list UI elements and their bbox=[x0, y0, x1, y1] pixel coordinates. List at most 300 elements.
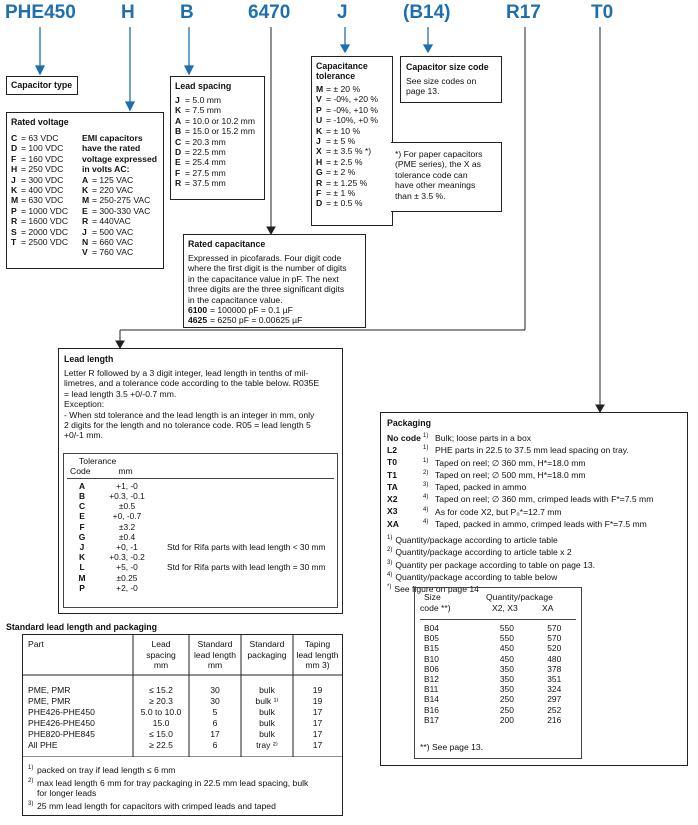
tolerance-value: = ± 2.5 % bbox=[326, 156, 363, 167]
voltage-ac-code: K bbox=[82, 185, 89, 196]
voltage-dc-value: = 100 VDC bbox=[21, 143, 64, 154]
packaging-desc: Taped, packed in ammo, crimped leads with F*=7.5 mm bbox=[435, 518, 647, 529]
qty-row bbox=[420, 694, 576, 704]
lead-spacing-row bbox=[175, 137, 260, 147]
tolerance-value: = ± 2 % bbox=[326, 167, 356, 178]
std-cell-sp: 15.0 bbox=[152, 718, 170, 728]
lead-spacing-title: Lead spacing bbox=[175, 81, 232, 91]
lead-spacing-code: E bbox=[175, 157, 181, 168]
packaging-note-mark: *) bbox=[387, 584, 392, 591]
voltage-dc-code: M bbox=[11, 195, 19, 206]
qty-x2: 450 bbox=[499, 643, 514, 654]
packaging-box bbox=[380, 412, 688, 766]
size-code-title: Capacitor size code bbox=[406, 62, 489, 72]
packaging-code: X2 bbox=[387, 494, 398, 505]
qty-row bbox=[420, 674, 576, 684]
packaging-code-cell bbox=[387, 468, 435, 480]
rated-capacitance-line: Expressed in picofarads. Four digit code bbox=[188, 253, 342, 263]
qty-x2: 250 bbox=[499, 704, 514, 715]
std-cell-part: PHE426-PHE450 bbox=[28, 707, 95, 717]
std-header-line: lead length bbox=[193, 649, 237, 660]
tolerance-code: J bbox=[79, 542, 85, 553]
voltage-dc-row bbox=[11, 164, 68, 174]
tolerance-note: Std for Rifa parts with lead length < 30 mm bbox=[167, 542, 326, 553]
lead-length-line: limetres, and a tolerance code according to the table below. R035E bbox=[64, 378, 320, 389]
tolerance-note bbox=[157, 522, 326, 532]
voltage-ac-row bbox=[82, 195, 157, 205]
tolerance-row bbox=[316, 94, 388, 104]
code-voltage: H bbox=[121, 2, 135, 23]
tolerance-header-1: Tolerance bbox=[79, 456, 117, 466]
tolerance-row bbox=[316, 146, 388, 156]
packaging-code-cell bbox=[387, 480, 435, 492]
voltage-dc-code: C bbox=[11, 133, 18, 143]
lead-spacing-row bbox=[175, 95, 260, 105]
packaging-desc: Taped on reel; ∅ 500 mm, H*=18.0 mm bbox=[435, 469, 586, 480]
lead-spacing-row bbox=[175, 178, 260, 188]
tolerance-mm: ±3.2 bbox=[118, 521, 136, 532]
packaging-desc: PHE parts in 22.5 to 37.5 mm lead spacing on tray. bbox=[435, 445, 629, 456]
tolerance-mm: +0, -0.7 bbox=[112, 511, 142, 522]
packaging-note-text: Quantity per package according to table on page 13. bbox=[395, 559, 596, 570]
packaging-row bbox=[387, 492, 681, 504]
lead-length-line: - When std tolerance and the lead length is an integer in mm, only bbox=[64, 409, 315, 420]
std-note-mark: 1) bbox=[28, 765, 34, 771]
std-note bbox=[28, 799, 308, 812]
tolerance-value: = ± 1 % bbox=[326, 188, 356, 199]
voltage-dc-code: K bbox=[11, 185, 18, 196]
rated-capacitance-line: in the capacitance value. bbox=[188, 294, 283, 305]
tolerance-code: U bbox=[316, 115, 323, 126]
packaging-note-mark: 1) bbox=[387, 535, 393, 542]
tolerance-note bbox=[157, 511, 326, 521]
paper-note-line: than ± 3.5 %. bbox=[395, 190, 446, 201]
voltage-ac-code: A bbox=[82, 174, 89, 185]
qty-xa: 216 bbox=[547, 714, 562, 725]
qty-xa: 480 bbox=[547, 653, 562, 664]
tolerance-code: P bbox=[79, 582, 85, 593]
tolerance-code: F bbox=[79, 521, 85, 532]
tolerance-value: = ± 10 % bbox=[326, 125, 361, 136]
lead-spacing-value: = 22.5 mm bbox=[185, 147, 226, 158]
qty-row bbox=[420, 705, 576, 715]
qty-row bbox=[420, 643, 576, 653]
std-note bbox=[28, 776, 308, 789]
code-packaging: T0 bbox=[591, 2, 614, 23]
qty-size: B16 bbox=[424, 704, 439, 715]
cap-tolerance-title-1: Capacitance bbox=[316, 61, 368, 71]
rated-voltage-box bbox=[6, 112, 164, 269]
packaging-row bbox=[387, 431, 681, 443]
std-header-line: Standard bbox=[249, 639, 285, 649]
packaging-note-text: Quantity/package according to article table x 2 bbox=[395, 547, 572, 558]
voltage-dc-value: = 160 VDC bbox=[21, 153, 64, 164]
packaging-code: TA bbox=[387, 481, 398, 492]
std-note bbox=[28, 763, 308, 776]
qty-x2: 350 bbox=[499, 684, 514, 695]
voltage-ac-value: = 125 VAC bbox=[92, 174, 134, 185]
lead-length-line: = lead length 3.5 +0/-0.7 mm. bbox=[64, 388, 177, 399]
tolerance-row bbox=[67, 491, 326, 501]
std-cell-part: PME, PMR bbox=[28, 685, 71, 695]
tolerance-value: = ± 0.5 % bbox=[326, 198, 363, 209]
std-cell-tp: 17 bbox=[312, 740, 323, 750]
cap-tolerance-title-2: tolerance bbox=[316, 71, 356, 81]
voltage-dc-value: = 250 VDC bbox=[21, 164, 64, 175]
packaging-note bbox=[387, 570, 681, 582]
voltage-ac-row bbox=[82, 185, 157, 195]
packaging-footnote-mark: 3) bbox=[423, 482, 429, 489]
packaging-note bbox=[387, 558, 681, 570]
std-cell-pk: bulk bbox=[259, 729, 275, 739]
tolerance-mm: +1, -0 bbox=[116, 480, 138, 491]
tolerance-row bbox=[316, 198, 388, 208]
std-header-line: mm 3) bbox=[305, 660, 330, 671]
lead-spacing-value: = 7.5 mm bbox=[185, 105, 222, 116]
paper-note-box bbox=[391, 142, 502, 212]
packaging-row bbox=[387, 468, 681, 480]
tolerance-mm: ±0.5 bbox=[118, 501, 136, 512]
tolerance-note bbox=[157, 552, 326, 562]
voltage-dc-code: D bbox=[11, 143, 18, 154]
std-cell-tp: 17 bbox=[312, 707, 323, 717]
std-cell-sp: ≤ 15.2 bbox=[149, 685, 173, 695]
tolerance-row bbox=[316, 115, 388, 125]
packaging-note-mark: 3) bbox=[387, 559, 393, 566]
std-cell-sp: ≥ 22.5 bbox=[149, 740, 173, 750]
packaging-note-text: See figure on page 14 bbox=[394, 584, 479, 595]
std-header-cell bbox=[23, 639, 133, 650]
voltage-ac-code: J bbox=[82, 226, 87, 237]
tolerance-value: = ± 3.5 % *) bbox=[326, 146, 372, 157]
packaging-code: T0 bbox=[387, 457, 398, 468]
qty-size: B04 bbox=[424, 623, 439, 634]
tolerance-note bbox=[157, 501, 326, 511]
qty-xa: 324 bbox=[547, 684, 562, 695]
voltage-ac-value: = 220 VAC bbox=[92, 185, 134, 196]
tolerance-code: A bbox=[78, 480, 86, 491]
voltage-ac-row bbox=[82, 247, 157, 257]
tolerance-mm: +2, -0 bbox=[116, 582, 138, 593]
capacitance-example-value: = 6250 pF = 0.00625 µF bbox=[210, 315, 303, 326]
lead-spacing-code: D bbox=[175, 147, 182, 158]
packaging-footnote-mark: 1) bbox=[423, 457, 429, 464]
packaging-footnote-mark: 4) bbox=[423, 518, 429, 525]
std-header-line: lead length bbox=[296, 649, 339, 660]
cap-tolerance-box bbox=[311, 56, 393, 226]
packaging-note bbox=[387, 545, 681, 557]
rated-capacitance-line: where the first digit is the number of digits bbox=[188, 263, 347, 274]
tolerance-code: M bbox=[78, 572, 86, 583]
qty-size: B06 bbox=[424, 663, 439, 674]
std-cell-part: All PHE bbox=[28, 740, 58, 750]
std-cell-pk: tray ²⁾ bbox=[256, 740, 278, 750]
packaging-code-cell bbox=[387, 492, 435, 504]
tolerance-code: D bbox=[316, 198, 323, 209]
lead-length-line: Letter R followed by a 3 digit integer, lead length in tenths of mil- bbox=[64, 368, 309, 378]
qty-head-code: code **) bbox=[420, 603, 451, 613]
qty-row bbox=[420, 633, 576, 643]
packaging-note-mark: 2) bbox=[387, 547, 393, 554]
tolerance-row bbox=[67, 542, 326, 552]
std-cell-ll: 30 bbox=[210, 696, 220, 706]
packaging-code: No code bbox=[387, 432, 421, 443]
voltage-dc-row bbox=[11, 133, 68, 143]
qty-x2: 350 bbox=[499, 663, 514, 674]
std-cell-tp: 17 bbox=[312, 718, 323, 728]
voltage-ac-value: = 250-275 VAC bbox=[92, 195, 151, 206]
qty-row bbox=[420, 623, 576, 633]
packaging-note-text: Quantity/package according to article table bbox=[395, 534, 558, 545]
lead-spacing-code: R bbox=[175, 178, 182, 189]
tolerance-code: M bbox=[316, 84, 324, 94]
qty-size: B11 bbox=[424, 684, 439, 695]
emi-note-line: have the rated bbox=[82, 143, 141, 154]
tolerance-code: G bbox=[78, 531, 86, 542]
rated-capacitance-title: Rated capacitance bbox=[188, 239, 266, 249]
lead-spacing-box bbox=[170, 76, 265, 200]
packaging-code: XA bbox=[387, 518, 399, 529]
tolerance-code: K bbox=[78, 552, 86, 563]
lead-spacing-code: A bbox=[175, 115, 182, 126]
code-series: PHE450 bbox=[5, 2, 76, 23]
rated-voltage-title: Rated voltage bbox=[11, 117, 69, 127]
paper-note-line: *) For paper capacitors bbox=[395, 149, 483, 159]
qty-size: B12 bbox=[424, 674, 439, 685]
voltage-ac-code: V bbox=[82, 247, 88, 258]
voltage-dc-value: = 2000 VDC bbox=[21, 226, 69, 237]
qty-size: B17 bbox=[424, 714, 439, 725]
packaging-code: L2 bbox=[387, 445, 398, 456]
lead-length-box bbox=[58, 348, 343, 614]
std-header-cell bbox=[293, 639, 342, 671]
qty-row bbox=[420, 715, 576, 725]
std-cell-tp: 19 bbox=[312, 696, 323, 706]
voltage-dc-code: T bbox=[11, 237, 17, 248]
tolerance-note bbox=[157, 532, 326, 542]
emi-note-line: EMI capacitors bbox=[82, 133, 143, 143]
rated-capacitance-box bbox=[183, 234, 366, 328]
std-cell-sp: ≥ 20.3 bbox=[149, 696, 173, 706]
tolerance-row bbox=[67, 583, 326, 593]
qty-xa: 520 bbox=[547, 643, 562, 654]
size-code-text-2: page 13. bbox=[406, 86, 440, 97]
tolerance-value: = -10%, +0 % bbox=[326, 115, 379, 126]
packaging-desc: Taped on reel; ∅ 360 mm, H*=18.0 mm bbox=[435, 457, 586, 468]
tolerance-row bbox=[67, 522, 326, 532]
std-note bbox=[28, 788, 308, 799]
tolerance-value: = ± 1.25 % bbox=[326, 177, 368, 188]
std-cell-tp: 17 bbox=[312, 729, 323, 739]
tolerance-row bbox=[316, 157, 388, 167]
tolerance-mm: +5, -0 bbox=[116, 562, 138, 573]
std-note-text: max lead length 6 mm for tray packaging in 22.5 mm lead spacing, bulk bbox=[37, 777, 309, 788]
lead-spacing-row bbox=[175, 126, 260, 136]
qty-head-size: Size bbox=[424, 592, 441, 602]
std-cell-ll: 5 bbox=[212, 707, 218, 717]
tolerance-code: K bbox=[316, 125, 323, 136]
tolerance-row bbox=[316, 84, 388, 94]
packaging-code-cell bbox=[387, 456, 435, 468]
qty-x2: 450 bbox=[499, 653, 514, 664]
code-lead-length: R17 bbox=[506, 2, 541, 23]
tolerance-row bbox=[67, 562, 326, 572]
qty-note: **) See page 13. bbox=[420, 742, 484, 752]
qty-xa: 351 bbox=[547, 674, 562, 685]
voltage-dc-value: = 63 VDC bbox=[21, 133, 59, 143]
std-cell-sp: ≤ 15.0 bbox=[149, 729, 173, 739]
qty-xa: 570 bbox=[547, 633, 562, 644]
tolerance-code: C bbox=[78, 501, 86, 512]
voltage-dc-code: H bbox=[11, 164, 18, 175]
voltage-ac-value: = 440VAC bbox=[92, 216, 131, 227]
qty-head-qty: Quantity/package bbox=[486, 592, 553, 602]
lead-spacing-code: K bbox=[175, 105, 182, 116]
lead-spacing-code: B bbox=[175, 126, 182, 137]
lead-length-line: +0/-1 mm. bbox=[64, 430, 103, 441]
tolerance-code: F bbox=[316, 188, 322, 199]
qty-x2: 550 bbox=[499, 633, 514, 644]
tolerance-row bbox=[316, 126, 388, 136]
std-cell-sp: 5.0 to 10.0 bbox=[140, 707, 182, 717]
tolerance-row bbox=[316, 188, 388, 198]
std-header-line: Lead bbox=[151, 639, 171, 649]
packaging-row bbox=[387, 517, 681, 529]
std-cell-pk: bulk ¹⁾ bbox=[255, 696, 279, 706]
lead-spacing-row bbox=[175, 105, 260, 115]
voltage-ac-row bbox=[82, 227, 157, 237]
tolerance-code: H bbox=[316, 156, 323, 167]
lead-spacing-code: C bbox=[175, 136, 182, 147]
voltage-ac-row bbox=[82, 237, 157, 247]
packaging-row bbox=[387, 505, 681, 517]
voltage-dc-code: S bbox=[11, 226, 17, 237]
quantity-table bbox=[414, 587, 582, 759]
packaging-footnote-mark: 4) bbox=[423, 506, 429, 513]
lead-length-line: 2 digits for the length and no tolerance code. R05 = lead length 5 bbox=[64, 420, 311, 431]
qty-x2: 250 bbox=[499, 694, 514, 705]
tolerance-row bbox=[316, 136, 388, 146]
voltage-dc-value: = 2500 VDC bbox=[21, 237, 69, 248]
qty-size: B10 bbox=[424, 653, 439, 664]
tolerance-code: G bbox=[316, 167, 323, 178]
tolerance-code: E bbox=[79, 511, 85, 522]
code-lead-spacing: B bbox=[180, 2, 194, 23]
lead-spacing-row bbox=[175, 147, 260, 157]
std-cell-ll: 30 bbox=[210, 685, 220, 695]
rated-capacitance-line: in the capacitance value in pF. The next bbox=[188, 273, 339, 284]
emi-note-line: voltage expressed bbox=[82, 153, 157, 164]
voltage-dc-row bbox=[11, 175, 68, 185]
code-tolerance: J bbox=[337, 2, 348, 23]
qty-head-x2: X2, X3 bbox=[492, 603, 518, 613]
std-note-text: 25 mm lead length for capacitors with crimped leads and taped bbox=[37, 800, 276, 811]
qty-xa: 570 bbox=[547, 623, 562, 634]
voltage-dc-code: F bbox=[11, 153, 17, 164]
std-cell-ll: 17 bbox=[210, 729, 220, 739]
tolerance-value: = ± 20 % bbox=[326, 84, 361, 94]
voltage-dc-value: = 1000 VDC bbox=[21, 205, 69, 216]
tolerance-row bbox=[67, 573, 326, 583]
qty-x2: 550 bbox=[499, 623, 514, 634]
std-note-mark: 2) bbox=[28, 777, 34, 784]
tolerance-row bbox=[67, 481, 326, 491]
voltage-dc-row bbox=[11, 185, 68, 195]
std-cell-pk: bulk bbox=[259, 718, 275, 728]
voltage-dc-code: R bbox=[11, 216, 18, 227]
capacitance-example-code: 6100 bbox=[188, 305, 208, 316]
qty-row bbox=[420, 684, 576, 694]
lead-spacing-value: = 20.3 mm bbox=[185, 136, 226, 147]
qty-xa: 297 bbox=[547, 694, 562, 705]
voltage-ac-row bbox=[82, 216, 157, 226]
tolerance-value: = -0%, +20 % bbox=[326, 94, 379, 105]
lead-spacing-value: = 27.5 mm bbox=[185, 167, 226, 178]
packaging-note-mark: 4) bbox=[387, 571, 393, 578]
voltage-ac-row bbox=[82, 206, 157, 216]
tolerance-value: = -0%, +10 % bbox=[326, 104, 379, 115]
std-cell-part: PHE426-PHE450 bbox=[28, 718, 95, 728]
std-header-cell bbox=[241, 639, 293, 660]
std-note-text: for longer leads bbox=[37, 788, 97, 799]
qty-xa: 252 bbox=[547, 704, 562, 715]
tolerance-row bbox=[67, 511, 326, 521]
tolerance-row bbox=[67, 552, 326, 562]
tolerance-note: Std for Rifa parts with lead length = 30 mm bbox=[167, 562, 326, 573]
voltage-dc-row bbox=[11, 227, 68, 237]
packaging-desc: Taped on reel; ∅ 360 mm, crimped leads with F*=7.5 mm bbox=[435, 494, 654, 505]
capacitance-example-row bbox=[188, 305, 361, 315]
packaging-title: Packaging bbox=[387, 418, 432, 428]
voltage-dc-code: P bbox=[11, 205, 17, 216]
packaging-footnote-mark: 1) bbox=[423, 445, 429, 452]
lead-spacing-value: = 37.5 mm bbox=[185, 178, 226, 189]
size-code-box bbox=[400, 56, 502, 103]
paper-note-line: tolerance code can bbox=[395, 169, 468, 180]
tolerance-mm: ±0.25 bbox=[116, 572, 138, 583]
emi-note-line: in volts AC: bbox=[82, 164, 130, 175]
voltage-dc-value: = 1600 VDC bbox=[21, 216, 69, 227]
tolerance-row bbox=[67, 501, 326, 511]
voltage-dc-value: = 630 VDC bbox=[21, 195, 64, 206]
std-header-line: mm bbox=[153, 660, 169, 671]
tolerance-value: = ± 5 % bbox=[326, 136, 356, 147]
packaging-code: T1 bbox=[387, 469, 398, 480]
std-header-cell bbox=[133, 639, 189, 671]
voltage-ac-code: M bbox=[82, 195, 90, 206]
tolerance-row bbox=[316, 167, 388, 177]
packaging-code: X3 bbox=[387, 506, 398, 517]
packaging-desc: Taped, packed in ammo bbox=[435, 481, 527, 492]
tolerance-header-mm: mm bbox=[118, 466, 133, 477]
tolerance-note bbox=[157, 481, 326, 491]
std-cell-part: PME, PMR bbox=[28, 696, 71, 706]
packaging-code-cell bbox=[387, 431, 435, 443]
packaging-row bbox=[387, 456, 681, 468]
voltage-dc-value: = 400 VDC bbox=[21, 185, 64, 196]
capacitor-type-title: Capacitor type bbox=[11, 80, 73, 90]
std-header-line: Standard bbox=[197, 639, 233, 649]
packaging-code-cell bbox=[387, 443, 435, 455]
tolerance-table bbox=[63, 453, 338, 608]
voltage-ac-value: = 500 VAC bbox=[92, 226, 134, 237]
std-header-line: mm bbox=[207, 660, 223, 671]
tolerance-code: B bbox=[78, 491, 86, 502]
tolerance-code: X bbox=[316, 146, 322, 157]
qty-size: B15 bbox=[424, 643, 439, 654]
tolerance-row bbox=[316, 178, 388, 188]
capacitance-example-code: 4625 bbox=[188, 315, 208, 326]
